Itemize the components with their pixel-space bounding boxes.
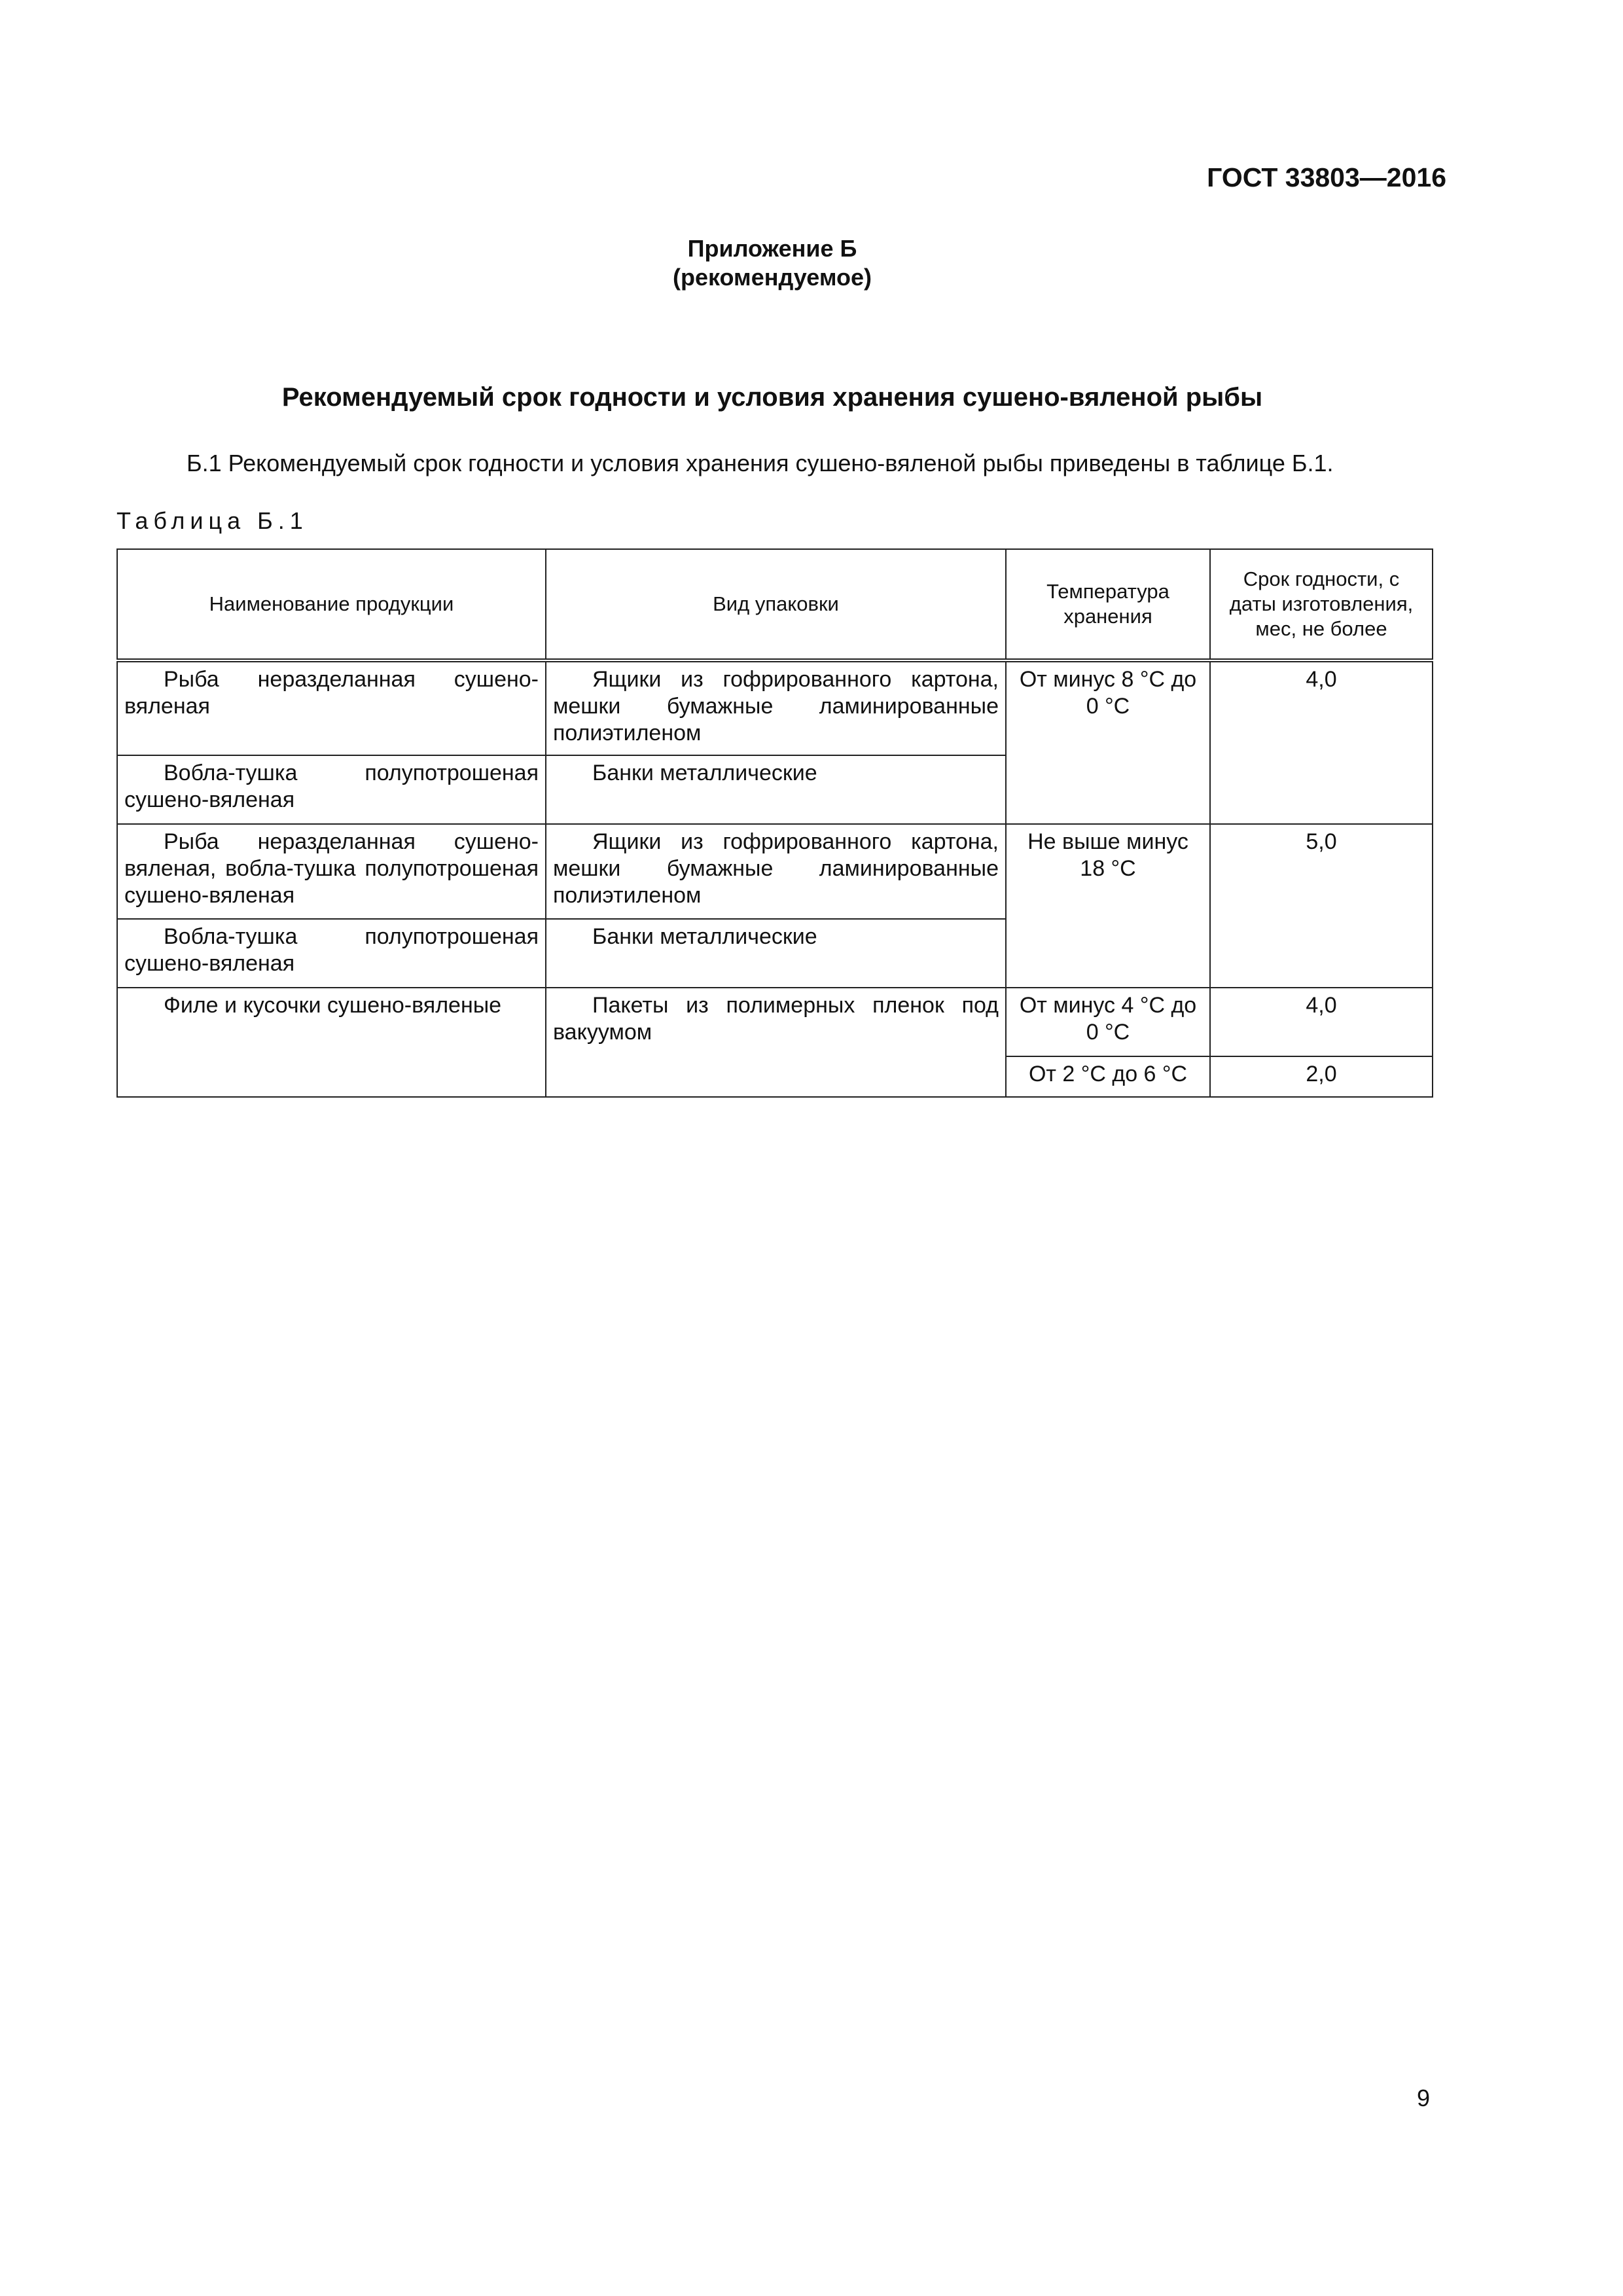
cell-product: Вобла-тушка полупотрошеная сушено-вяленая [117, 919, 546, 988]
header-package: Вид упаковки [546, 549, 1006, 660]
cell-temperature: От минус 4 °С до 0 °С [1006, 988, 1210, 1056]
section-title: Рекомендуемый срок годности и условия хранения сушено-вяленой рыбы [281, 383, 1263, 412]
cell-temperature: От минус 8 °С до 0 °С [1006, 660, 1210, 824]
header-temperature: Температура хранения [1006, 549, 1210, 660]
cell-package: Банки металлические [546, 755, 1006, 824]
cell-shelf-life: 4,0 [1210, 660, 1433, 824]
intro-paragraph: Б.1 Рекомендуемый срок годности и условия хранения сушено-вяленой рыбы приведены в таблице Б.1. [187, 450, 1334, 476]
table-row [117, 988, 1433, 1056]
table-row [117, 824, 1433, 919]
cell-product: Рыба неразделанная сушено-вяленая, вобла-тушка полупотрошеная сушено-вяленая [117, 824, 546, 919]
cell-package: Банки металлические [546, 919, 1006, 988]
cell-shelf-life: 4,0 [1210, 988, 1433, 1056]
appendix-status: (рекомендуемое) [673, 264, 872, 291]
cell-product: Вобла-тушка полупотрошеная сушено-вяленая [117, 755, 546, 824]
document-code: ГОСТ 33803—2016 [1207, 162, 1446, 192]
cell-temperature: От 2 °С до 6 °С [1006, 1056, 1210, 1097]
storage-table [116, 548, 1433, 1098]
cell-product: Рыба неразделанная сушено-вяленая [117, 660, 546, 755]
header-product: Наименование продукции [117, 549, 546, 660]
cell-shelf-life: 5,0 [1210, 824, 1433, 988]
cell-product: Филе и кусочки сушено-вяленые [117, 988, 546, 1097]
cell-temperature: Не выше минус 18 °С [1006, 824, 1210, 988]
appendix-title: Приложение Б [687, 235, 857, 262]
cell-shelf-life: 2,0 [1210, 1056, 1433, 1097]
header-shelf-life: Срок годности, с даты изготовления, мес, не более [1210, 549, 1433, 660]
cell-package: Ящики из гофрированного картона, мешки бумажные ламинированные полиэтиленом [546, 824, 1006, 919]
table-row [117, 660, 1433, 755]
cell-package: Пакеты из полимерных пленок под вакуумом [546, 988, 1006, 1097]
table-header-row [117, 549, 1433, 660]
page-number: 9 [1416, 2085, 1430, 2111]
table-label: Таблица Б.1 [116, 507, 308, 534]
cell-package: Ящики из гофрированного картона, мешки бумажные ламинированные полиэтиленом [546, 660, 1006, 755]
